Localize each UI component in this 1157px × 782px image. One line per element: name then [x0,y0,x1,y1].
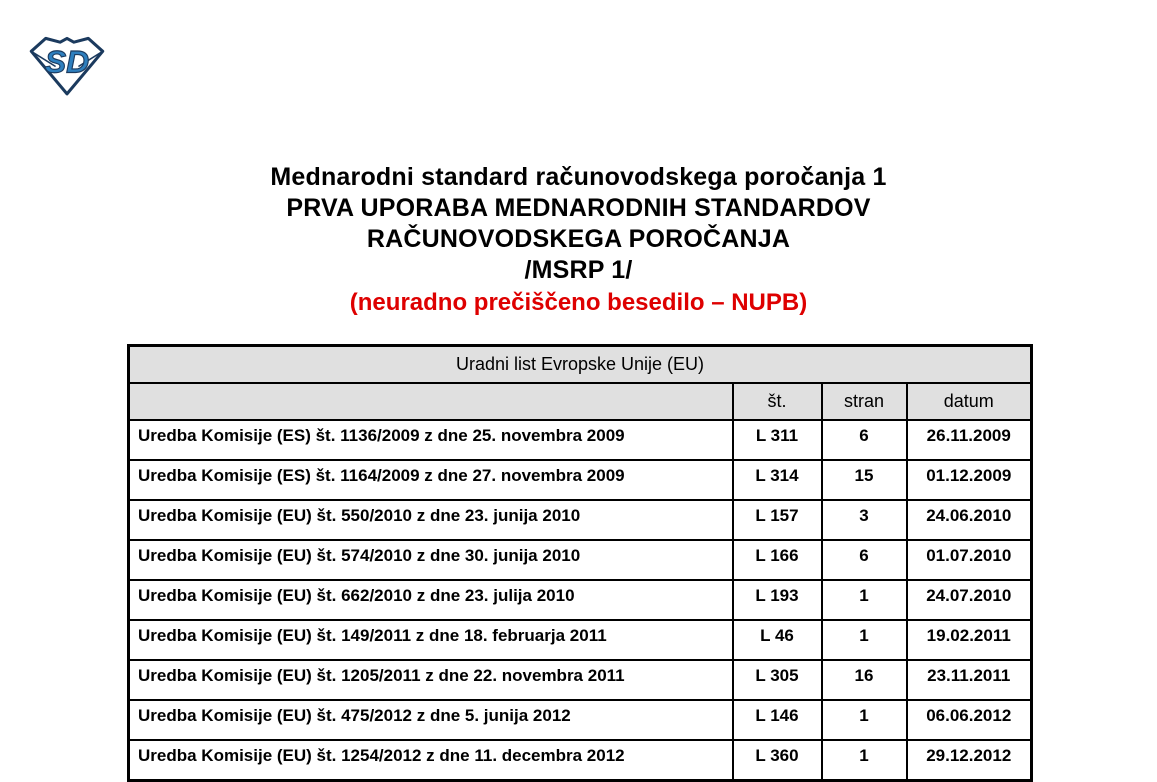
regulation-page: 6 [822,540,907,580]
col-header-description [129,383,733,420]
table-row [129,740,1032,781]
regulation-number: L 314 [733,460,822,500]
col-header-date: datum [907,383,1032,420]
regulation-date: 06.06.2012 [907,700,1032,740]
regulation-page: 1 [822,620,907,660]
regulation-page: 6 [822,420,907,460]
title-line-3: RAČUNOVODSKEGA POROČANJA [366,225,791,253]
regulation-date: 23.11.2011 [907,660,1032,700]
table-row [129,460,1032,500]
table-header-row [129,383,1032,420]
regulation-number: L 146 [733,700,822,740]
table-row [129,500,1032,540]
regulation-date: 24.06.2010 [907,500,1032,540]
regulation-page: 15 [822,460,907,500]
regulation-description: Uredba Komisije (EU) št. 1205/2011 z dne 22. novembra 2011 [129,660,733,700]
regulation-number: L 46 [733,620,822,660]
regulation-number: L 157 [733,500,822,540]
regulation-description: Uredba Komisije (EU) št. 574/2010 z dne 30. junija 2010 [129,540,733,580]
regulation-page: 1 [822,740,907,781]
table-row [129,660,1032,700]
regulation-description: Uredba Komisije (EU) št. 149/2011 z dne 18. februarja 2011 [129,620,733,660]
logo-letters: SD [44,43,90,80]
table-row [129,580,1032,620]
table-row [129,620,1032,660]
regulation-number: L 166 [733,540,822,580]
regulation-description: Uredba Komisije (EU) št. 662/2010 z dne 23. julija 2010 [129,580,733,620]
regulation-page: 1 [822,700,907,740]
table-row [129,420,1032,460]
regulation-description: Uredba Komisije (ES) št. 1136/2009 z dne 25. novembra 2009 [129,420,733,460]
regulation-page: 3 [822,500,907,540]
regulation-date: 19.02.2011 [907,620,1032,660]
regulation-number: L 193 [733,580,822,620]
regulation-description: Uredba Komisije (EU) št. 475/2012 z dne 5. junija 2012 [129,700,733,740]
regulation-number: L 360 [733,740,822,781]
regulations-table [127,344,1033,782]
col-header-page: stran [822,383,907,420]
title-line-2: PRVA UPORABA MEDNARODNIH STANDARDOV [286,194,871,222]
regulation-date: 29.12.2012 [907,740,1032,781]
sd-shield-icon [29,32,105,98]
regulation-date: 26.11.2009 [907,420,1032,460]
regulation-number: L 305 [733,660,822,700]
title-line-1: Mednarodni standard računovodskega poročanja 1 [270,163,887,191]
title-line-4: /MSRP 1/ [524,256,633,284]
regulation-date: 24.07.2010 [907,580,1032,620]
table-row [129,540,1032,580]
red-note: (neuradno prečiščeno besedilo – NUPB) [349,289,808,316]
regulation-page: 1 [822,580,907,620]
regulation-date: 01.12.2009 [907,460,1032,500]
regulation-description: Uredba Komisije (ES) št. 1164/2009 z dne 27. novembra 2009 [129,460,733,500]
regulation-date: 01.07.2010 [907,540,1032,580]
regulation-number: L 311 [733,420,822,460]
document-title-block [0,162,1157,318]
table-caption-row [129,346,1032,384]
regulation-description: Uredba Komisije (EU) št. 550/2010 z dne 23. junija 2010 [129,500,733,540]
regulation-page: 16 [822,660,907,700]
sd-shield-logo [29,32,105,98]
table-row [129,700,1032,740]
col-header-number: št. [733,383,822,420]
table-caption: Uradni list Evropske Unije (EU) [129,346,1032,384]
regulation-description: Uredba Komisije (EU) št. 1254/2012 z dne 11. decembra 2012 [129,740,733,781]
